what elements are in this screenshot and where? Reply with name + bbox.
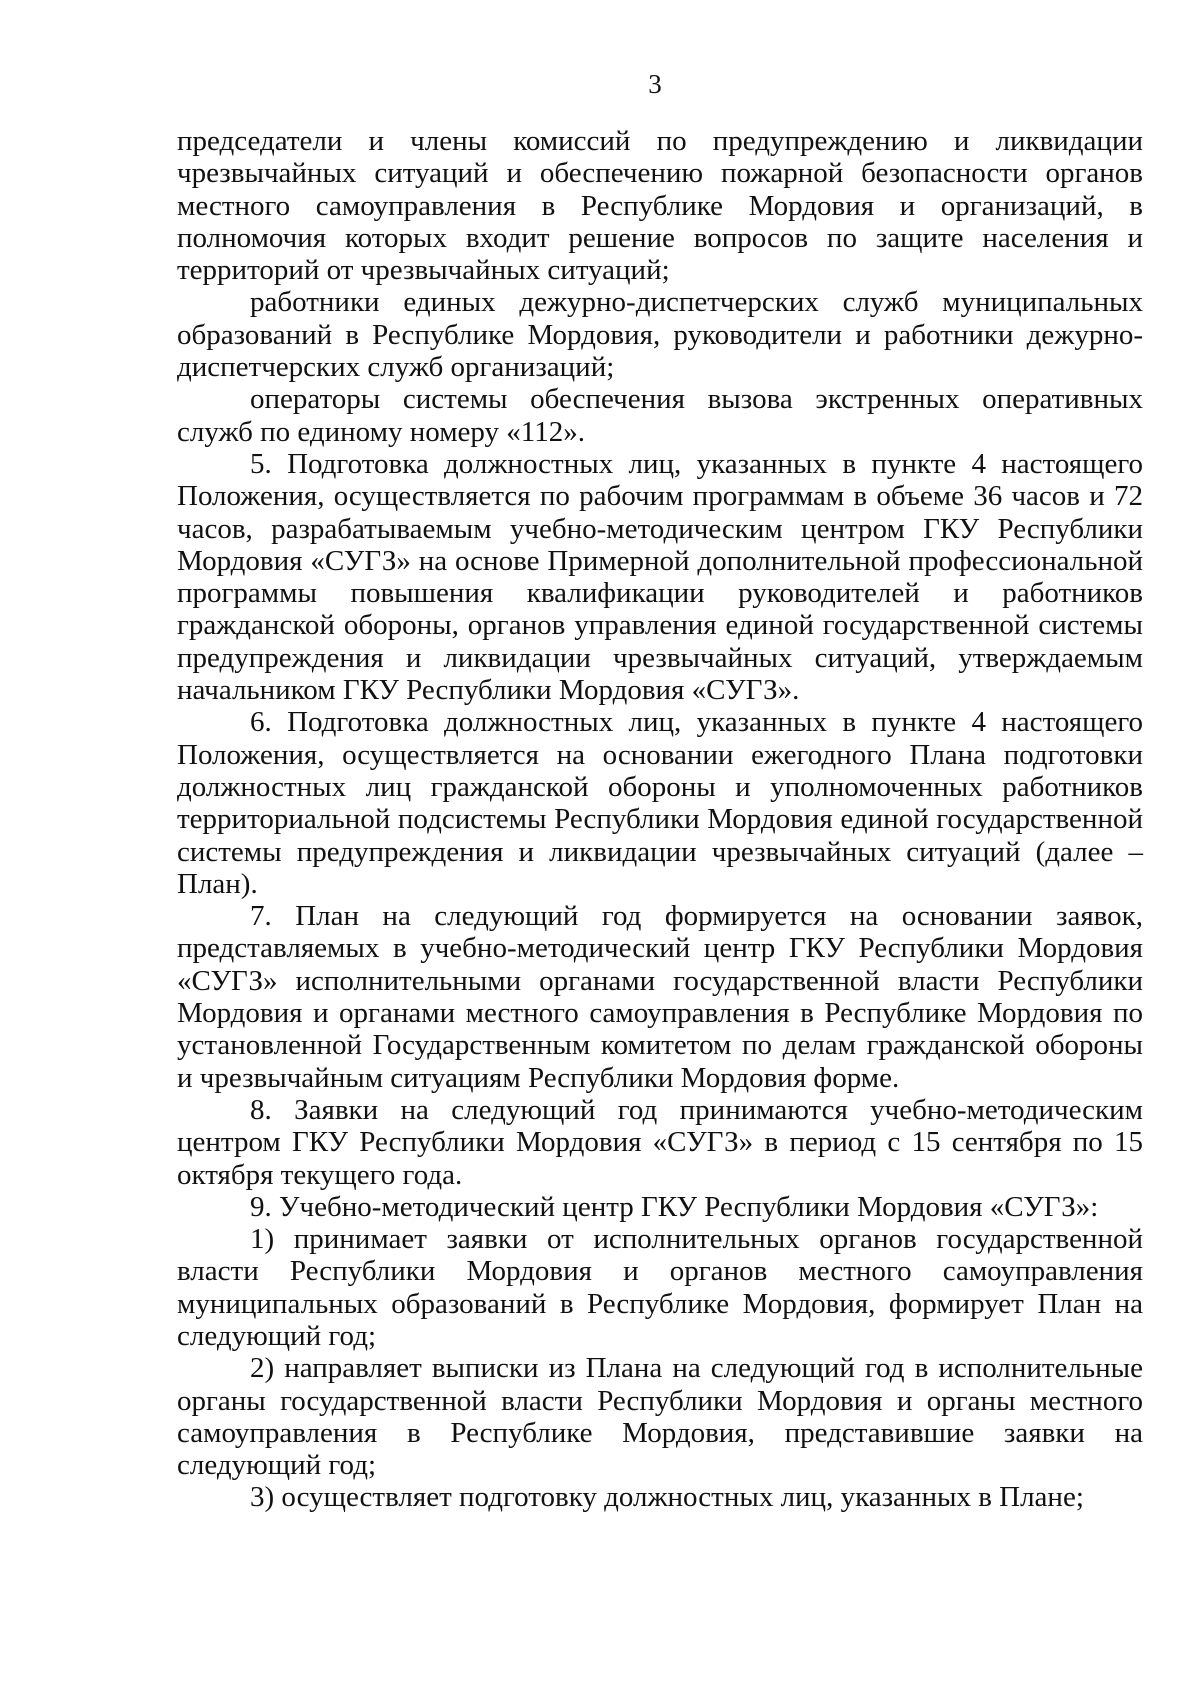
paragraph-112-operators: операторы системы обеспечения вызова экстренных оперативных служб по единому номеру «112». [177, 383, 1143, 448]
paragraph-item-7: 7. План на следующий год формируется на основании заявок, представляемых в учебно-методический центр ГКУ Республики Мордовия «СУГЗ» исполнительными органами государственной власти Республики Мордовия и органами местного самоуправления в Республике Мордовия по установленной Государственным комитетом по делам гражданской обороны и чрезвычайным ситуациям Республики Мордовия форме. [177, 900, 1143, 1094]
paragraph-dispatch-workers: работники единых дежурно-диспетчерских служб муниципальных образований в Республике Мордовия, руководители и работники дежурно-диспетчерских служб организаций; [177, 286, 1143, 384]
paragraph-item-5: 5. Подготовка должностных лиц, указанных в пункте 4 настоящего Положения, осуществляется по рабочим программам в объеме 36 часов и 72 часов, разрабатываемым учебно-методическим центром ГКУ Республики Мордовия «СУГЗ» на основе Примерной дополнительной профессиональной программы повышения квалификации руководителей и работников гражданской обороны, органов управления единой государственной системы предупреждения и ликвидации чрезвычайных ситуаций, утверждаемым начальником ГКУ Республики Мордовия «СУГЗ». [177, 447, 1143, 707]
page-number: 3 [648, 69, 662, 99]
paragraph-chairs-and-members: председатели и члены комиссий по предупреждению и ликвидации чрезвычайных ситуаций и обеспечению пожарной безопасности органов местного самоуправления в Республике Мордовия и организаций, в полномочия которых входит решение вопросов по защите населения и территорий от чрезвычайных ситуаций; [177, 125, 1143, 287]
paragraph-item-8: 8. Заявки на следующий год принимаются учебно-методическим центром ГКУ Республики Мордовия «СУГЗ» в период с 15 сентября по 15 октября текущего года. [177, 1093, 1143, 1191]
paragraph-item-9-2: 2) направляет выписки из Плана на следующий год в исполнительные органы государственной власти Республики Мордовия и органы местного самоуправления в Республике Мордовия, представившие заявки на следующий год; [177, 1352, 1143, 1482]
document-body [177, 125, 1143, 1514]
paragraph-item-9: 9. Учебно-методический центр ГКУ Республики Мордовия «СУГЗ»: [250, 1190, 1099, 1223]
paragraph-item-6: 6. Подготовка должностных лиц, указанных в пункте 4 настоящего Положения, осуществляется на основании ежегодного Плана подготовки должностных лиц гражданской обороны и уполномоченных работников территориальной подсистемы Республики Мордовия единой государственной системы предупреждения и ликвидации чрезвычайных ситуаций (далее – План). [177, 706, 1143, 900]
paragraph-item-9-3: 3) осуществляет подготовку должностных лиц, указанных в Плане; [250, 1481, 1084, 1514]
paragraph-item-9-1: 1) принимает заявки от исполнительных органов государственной власти Республики Мордовия и органов местного самоуправления муниципальных образований в Республике Мордовия, формирует План на следующий год; [177, 1223, 1143, 1352]
